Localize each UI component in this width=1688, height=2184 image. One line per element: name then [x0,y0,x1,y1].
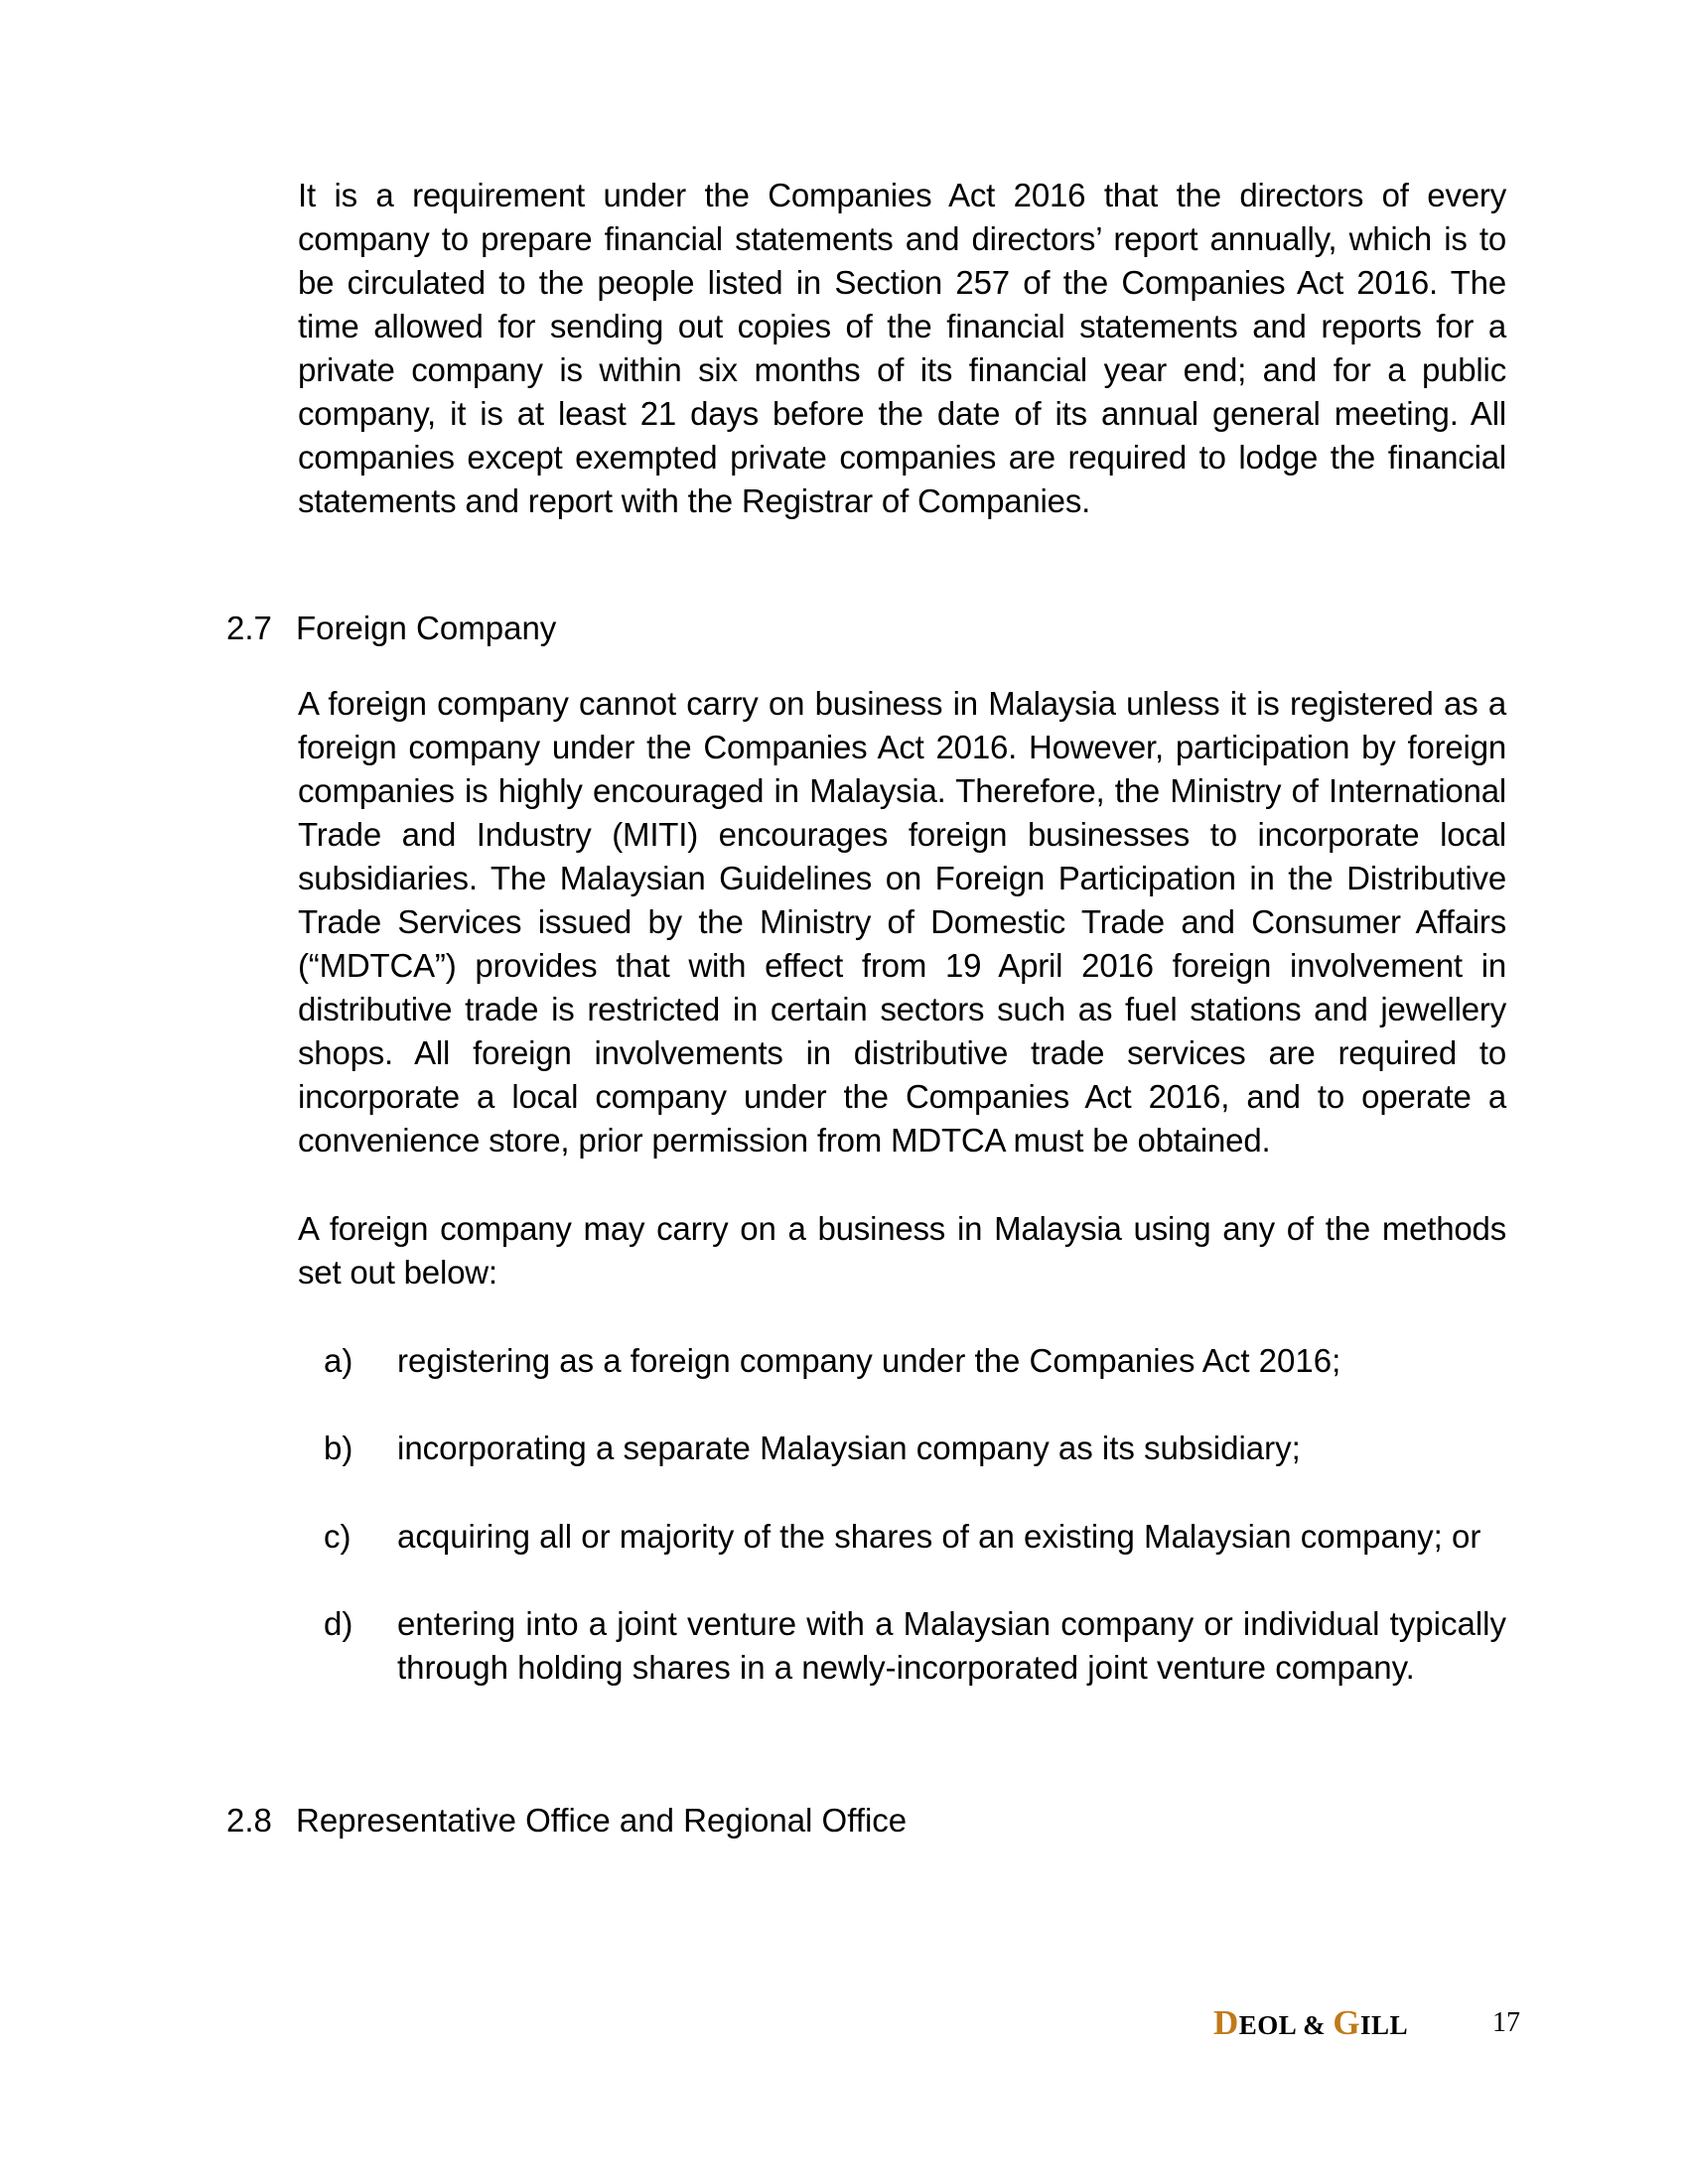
list-text: incorporating a separate Malaysian company as its subsidiary; [397,1430,1301,1466]
section-title: Representative Office and Regional Office [296,1802,908,1839]
brand-ampersand: & [1295,2010,1334,2040]
page-number: 17 [1492,2007,1520,2038]
section-number: 2.7 [226,610,272,646]
footer-brand [1213,2001,1408,2052]
section-heading-2-7 [226,607,556,650]
section-title: Foreign Company [296,610,557,646]
list-text: entering into a joint venture with a Malaysian company or individual typically through holding shares in a newly-incorporated joint venture company. [397,1605,1506,1686]
foreign-company-paragraph: A foreign company cannot carry on business in Malaysia unless it is registered as a foreign company under the Companies Act 2016. However, participation by foreign companies is highly encouraged in Malaysia. Therefore, the Ministry of International Trade and Industry (MITI) encourages foreign businesses to incorporate local subsidiaries. The Malaysian Guidelines on Foreign Participation in the Distributive Trade Services issued by the Ministry of Domestic Trade and Consumer Affairs (“MDTCA”) provides that with effect from 19 April 2016 foreign involvement in distributive trade is restricted in certain sectors such as fuel stations and jewellery shops. All foreign involvements in distributive trade services are required to incorporate a local company under the Companies Act 2016, and to operate a convenience store, prior permission from MDTCA must be obtained. [298,685,1506,1159]
list-text: registering as a foreign company under the Companies Act 2016; [397,1342,1341,1379]
list-text: acquiring all or majority of the shares of an existing Malaysian company; or [397,1518,1481,1555]
list-marker: d) [324,1605,353,1642]
section-heading-2-8 [226,1799,907,1843]
brand-logo [1213,2003,1409,2042]
list-marker: c) [324,1518,352,1555]
list-marker: b) [324,1430,353,1466]
brand-initial-d: D [1213,2003,1239,2042]
brand-text-ill: ILL [1360,2010,1409,2040]
brand-initial-g: G [1333,2003,1361,2042]
intro-paragraph: It is a requirement under the Companies Act 2016 that the directors of every company to prepare financial statements and directors’ report annually, which is to be circulated to the people listed in Section 257 of the Companies Act 2016. The time allowed for sending out copies of the financial statements and reports for a private company is within six months of its financial year end; and for a public company, it is at least 21 days before the date of its annual general meeting. All companies except exempted private companies are required to lodge the financial statements and report with the Registrar of Companies. [298,177,1506,519]
list-marker: a) [324,1342,353,1379]
methods-intro-paragraph: A foreign company may carry on a business in Malaysia using any of the methods set out below: [298,1210,1506,1291]
brand-text-eol: EOL [1238,2010,1296,2040]
section-number: 2.8 [226,1802,272,1839]
